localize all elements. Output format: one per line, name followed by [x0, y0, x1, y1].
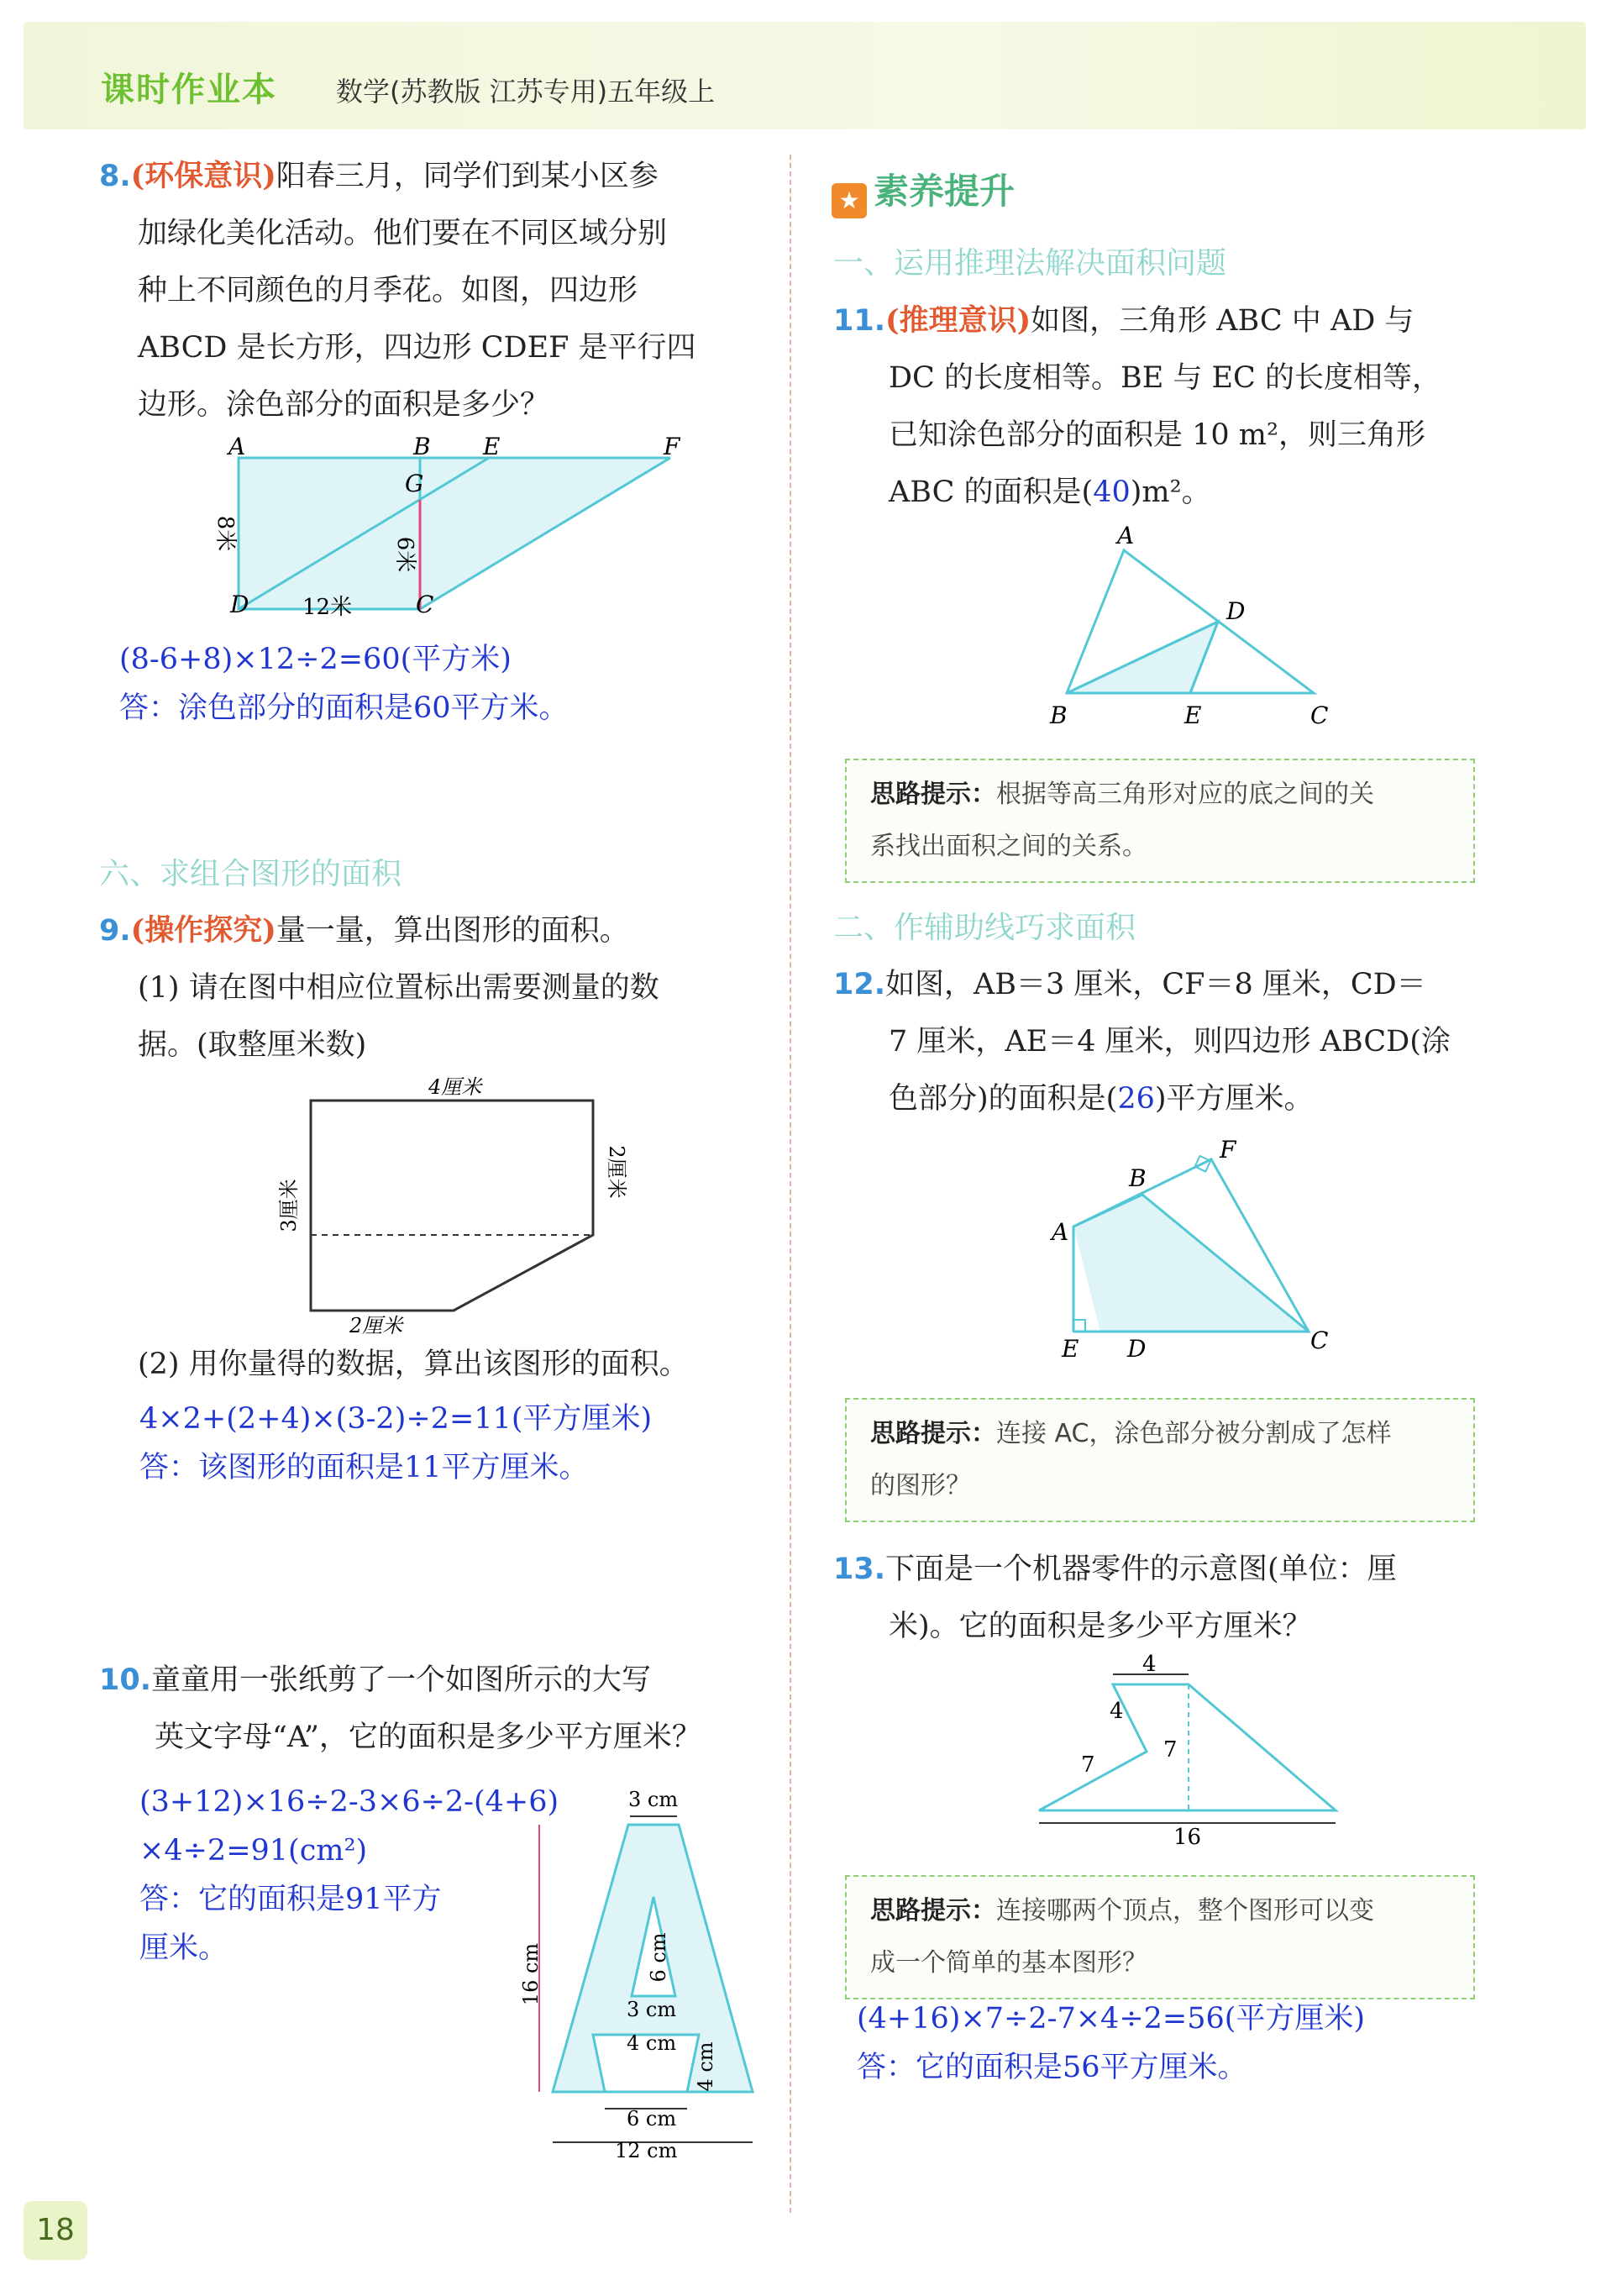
q11-hint-title: 思路提示：	[870, 780, 996, 809]
q13-label-base: 16	[1173, 1825, 1202, 1850]
q10-label-base: 12 cm	[615, 2139, 678, 2162]
q9-label-bottom: 2厘米	[349, 1314, 403, 1337]
q8-figure	[193, 433, 697, 626]
q8-answer-formula: (8-6+8)×12÷2=60(平方米)	[119, 643, 512, 676]
section6-heading: 六、求组合图形的面积	[99, 857, 402, 891]
q13-hint-title: 思路提示：	[870, 1896, 996, 1926]
q9-part2: (2) 用你量得的数据，算出该图形的面积。	[138, 1348, 689, 1381]
q12-label-c: C	[1310, 1327, 1329, 1354]
q8-label-c: C	[416, 591, 434, 618]
q13-label-slant: 7	[1081, 1752, 1095, 1778]
q9-tag: (操作探究)	[130, 913, 276, 948]
q13-line1	[833, 1541, 1397, 1598]
section1-heading: 一、运用推理法解决面积问题	[833, 246, 1227, 281]
q10-label-height: 16 cm	[519, 1942, 543, 2006]
q10-answer-line3: 答：它的面积是91平方	[139, 1883, 442, 1916]
q10-text: 童童用一张纸剪了一个如图所示的大写	[151, 1663, 652, 1697]
q11-label-d: D	[1226, 597, 1246, 625]
right-heading	[832, 164, 1015, 218]
q13-hint-line2: 成一个简单的基本图形？	[870, 1948, 1147, 1978]
q12-shaded-abcd	[1073, 1195, 1309, 1332]
q9-pentagon	[311, 1101, 593, 1311]
q8-answer-text: 答：涂色部分的面积是60平方米。	[119, 691, 569, 725]
q11-line1	[833, 292, 1414, 349]
q9-label-top: 4厘米	[428, 1075, 482, 1099]
q11-hint-box	[845, 759, 1475, 883]
q10-line1	[99, 1652, 651, 1709]
q8-line4: ABCD 是长方形，四边形 CDEF 是平行四	[138, 331, 696, 365]
q10-line2: 英文字母“A”，它的面积是多少平方厘米？	[155, 1721, 701, 1754]
q12-text: 如图，AB＝3 厘米，CF＝8 厘米，CD＝	[885, 968, 1426, 1001]
q13-line2: 米)。它的面积是多少平方厘米？	[889, 1610, 1312, 1643]
q11-number: 11.	[833, 304, 886, 338]
q12-hint-box	[845, 1398, 1475, 1522]
q9-line1	[99, 902, 629, 959]
right-heading-text: 素养提升	[874, 171, 1016, 212]
q9-answer-formula: 4×2+(2+4)×(3-2)÷2=11(平方厘米)	[139, 1402, 653, 1436]
q10-label-inner-bottom: 4 cm	[627, 2031, 677, 2055]
q8-number: 8.	[99, 160, 131, 193]
q8-label-b: B	[413, 433, 431, 460]
q10-label-base-inner: 6 cm	[627, 2107, 677, 2130]
q13-text: 下面是一个机器零件的示意图(单位：厘	[885, 1553, 1397, 1586]
q8-label-e: E	[483, 433, 501, 460]
q11-text: 如图，三角形 ABC 中 AD 与	[1031, 304, 1414, 338]
q13-answer-text: 答：它的面积是56平方厘米。	[857, 2051, 1247, 2084]
q8-shaded-region	[239, 458, 670, 609]
q12-hint-title: 思路提示：	[870, 1419, 996, 1448]
q10-answer-line2: ×4÷2=91(cm²)	[139, 1834, 368, 1868]
q13-label-slant-top: 4	[1110, 1699, 1124, 1724]
q10-answer-line1: (3+12)×16÷2-3×6÷2-(4+6)	[139, 1785, 559, 1819]
q10-label-top: 3 cm	[628, 1788, 679, 1811]
q8-label-a: A	[228, 433, 246, 460]
q13-number: 13.	[833, 1553, 886, 1586]
q8-label-f: F	[664, 433, 680, 460]
q12-label-f: F	[1220, 1136, 1236, 1164]
q10-label-inner-h: 6 cm	[647, 1932, 670, 1983]
q11-line3: 已知涂色部分的面积是 10 m²，则三角形	[889, 418, 1426, 452]
q13-figure	[1029, 1652, 1357, 1850]
q10-label-leg: 4 cm	[694, 2041, 717, 2092]
q12-last-pre: 色部分)的面积是(	[889, 1082, 1118, 1116]
q11-label-e: E	[1184, 701, 1202, 729]
q10-figure-a	[519, 1773, 773, 2162]
q8-label-bottom: 12米	[302, 595, 353, 620]
q13-hint-box	[845, 1875, 1475, 1999]
medal-icon: ★	[832, 183, 867, 218]
q12-line2: 7 厘米，AE＝4 厘米，则四边形 ABCD(涂	[889, 1025, 1451, 1059]
q9-number: 9.	[99, 914, 131, 948]
q9-label-right: 2厘米	[605, 1145, 628, 1199]
q8-line1	[99, 148, 659, 205]
q8-label-d: D	[230, 591, 249, 618]
q12-label-e: E	[1062, 1335, 1079, 1363]
q10-answer-line4: 厘米。	[139, 1931, 228, 1965]
q9-answer-text: 答：该图形的面积是11平方厘米。	[139, 1451, 589, 1484]
q11-hint-line1: 根据等高三角形对应的底之间的关	[996, 780, 1374, 809]
q12-number: 12.	[833, 968, 886, 1001]
q11-figure	[1050, 522, 1352, 735]
q12-label-a: A	[1052, 1218, 1069, 1246]
q11-blank-answer: 40	[1093, 475, 1131, 509]
section2-heading: 二、作辅助线巧求面积	[833, 911, 1136, 945]
q12-last-post: )平方厘米。	[1154, 1082, 1314, 1116]
q13-label-top: 4	[1142, 1652, 1157, 1677]
q12-label-d: D	[1127, 1335, 1147, 1363]
q13-part-shape	[1039, 1684, 1336, 1810]
book-title: 课时作业本	[101, 71, 277, 109]
q11-hint-line2: 系找出面积之间的关系。	[870, 832, 1147, 861]
q8-tag: (环保意识)	[130, 159, 276, 193]
q11-last-pre: ABC 的面积是(	[889, 475, 1094, 509]
q11-tag: (推理意识)	[885, 303, 1031, 338]
q12-hint-line1: 连接 AC，涂色部分被分割成了怎样	[996, 1419, 1392, 1448]
q9-label-left: 3厘米	[277, 1179, 301, 1232]
q8-label-mid: 6米	[392, 536, 417, 573]
q10-number: 10.	[99, 1663, 152, 1697]
q8-text: 阳春三月，同学们到某小区参	[276, 160, 659, 193]
q11-label-c: C	[1310, 701, 1329, 729]
q9-part1-line2: 据。(取整厘米数)	[138, 1028, 367, 1062]
q11-label-b: B	[1050, 701, 1068, 729]
q11-line2: DC 的长度相等。BE 与 EC 的长度相等，	[889, 361, 1441, 395]
q12-line3	[889, 1070, 1314, 1127]
q11-label-a: A	[1117, 522, 1135, 549]
q13-label-height: 7	[1163, 1737, 1178, 1763]
q12-hint-line2: 的图形？	[870, 1471, 971, 1500]
page-number: 18	[24, 2201, 87, 2260]
q13-answer-formula: (4+16)×7÷2-7×4÷2=56(平方厘米)	[857, 2002, 1366, 2036]
q12-line1	[833, 956, 1426, 1013]
q8-line5: 边形。涂色部分的面积是多少？	[138, 388, 550, 422]
book-subject: 数学(苏教版 江苏专用)五年级上	[336, 76, 716, 108]
q8-label-left: 8米	[213, 515, 238, 552]
q9-figure	[277, 1075, 630, 1336]
q8-label-g: G	[405, 470, 424, 497]
q11-last-post: )m²。	[1130, 475, 1211, 509]
q13-hint-line1: 连接哪两个顶点，整个图形可以变	[996, 1896, 1374, 1926]
q8-line2: 加绿化美化活动。他们要在不同区域分别	[138, 217, 668, 250]
q10-label-inner-top: 3 cm	[627, 1998, 677, 2021]
column-divider	[790, 155, 791, 2213]
q12-blank-answer: 26	[1117, 1082, 1155, 1116]
q12-label-b: B	[1129, 1164, 1147, 1192]
q9-text: 量一量，算出图形的面积。	[276, 914, 629, 948]
q9-part1-line1: (1) 请在图中相应位置标出需要测量的数	[138, 971, 659, 1005]
q12-figure	[1042, 1134, 1352, 1369]
q8-line3: 种上不同颜色的月季花。如图，四边形	[138, 274, 638, 307]
q11-line4	[889, 464, 1211, 521]
